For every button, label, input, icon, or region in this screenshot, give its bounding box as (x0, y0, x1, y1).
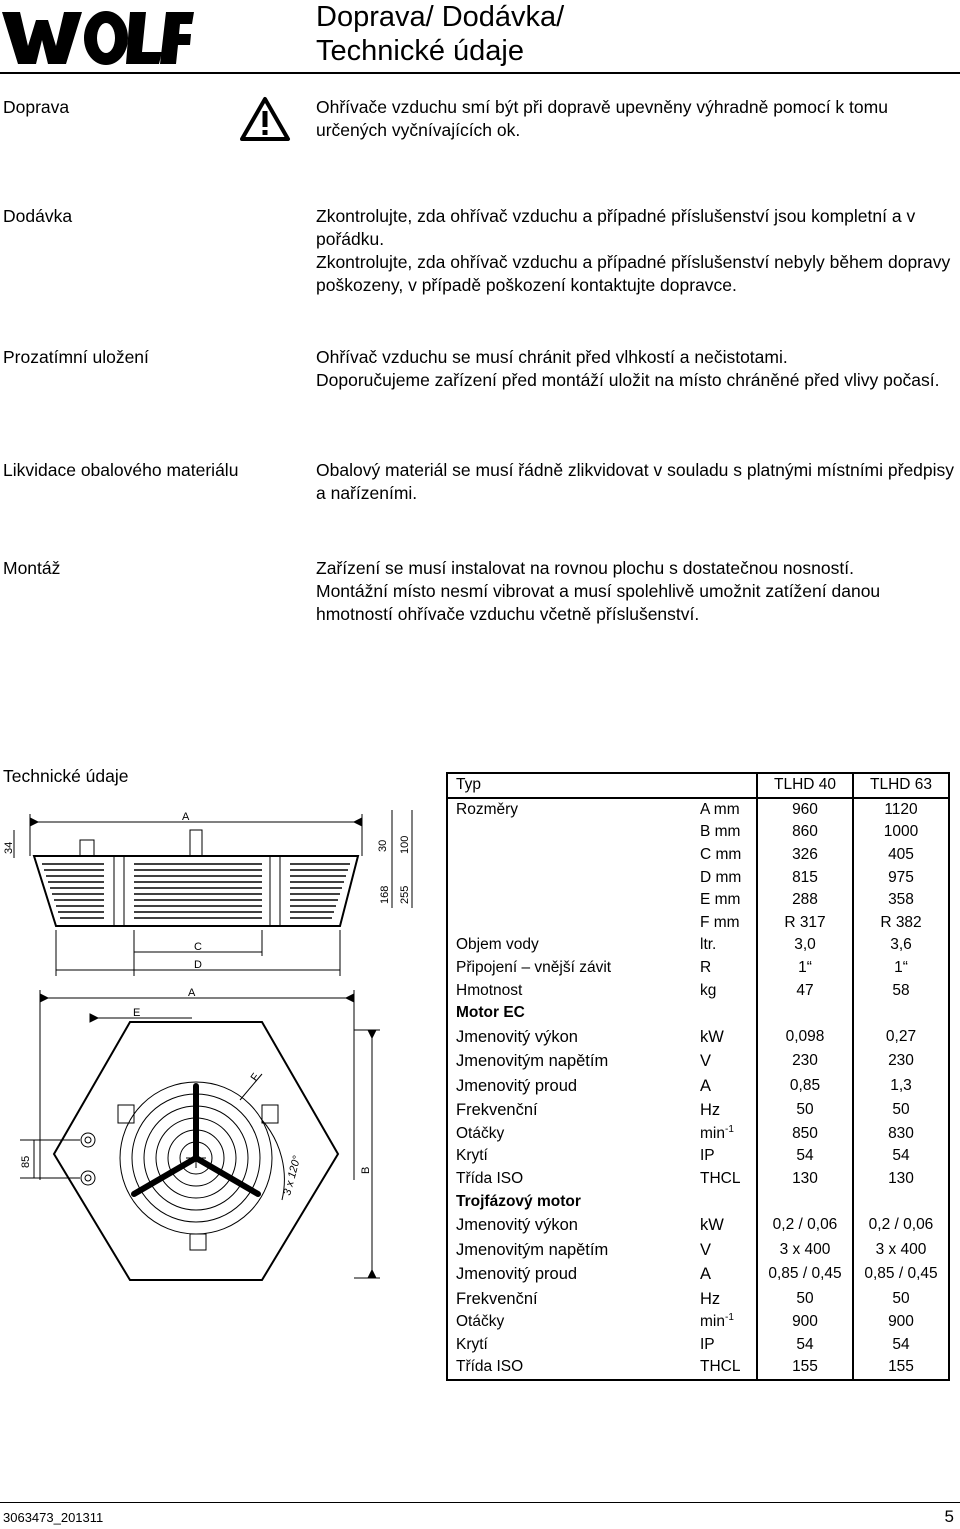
row-value-tlhd40-text: 130 (792, 1170, 818, 1188)
row-value-tlhd63 (853, 798, 949, 822)
row-unit (698, 1098, 757, 1123)
row-value-tlhd40-text: 860 (792, 823, 818, 841)
table-row (447, 1074, 949, 1099)
row-unit-text: Hz (700, 1101, 721, 1120)
row-value-tlhd40 (757, 866, 853, 889)
row-value-tlhd63-text: 50 (892, 1289, 910, 1307)
row-value-tlhd63 (853, 1123, 949, 1146)
table-row (447, 821, 949, 844)
row-label-text: Třída ISO (456, 1170, 524, 1188)
dim-label-85: 85 (20, 1155, 32, 1168)
top-view (20, 990, 380, 1280)
row-value-tlhd63-text: 1120 (884, 800, 918, 818)
section-label-prozatimni-ulozeni: Prozatímní uložení (3, 347, 149, 367)
row-value-tlhd40 (757, 1356, 853, 1380)
page-title-line1: Doprava/ Dodávka/ (316, 1, 565, 33)
row-value-tlhd40 (757, 934, 853, 957)
row-label-text: Jmenovitým napětím (456, 1240, 609, 1259)
row-label (447, 1145, 698, 1168)
row-unit-text: kW (700, 1027, 724, 1046)
paragraph-line: Zkontrolujte, zda ohřívač vzduchu a případné příslušenství jsou kompletní a v pořádku. (316, 206, 916, 249)
row-unit-text: R (700, 959, 712, 977)
row-value-tlhd40 (757, 1145, 853, 1168)
row-value-tlhd40 (757, 1190, 853, 1213)
table-row (447, 1237, 949, 1262)
table-row (447, 889, 949, 912)
row-value-tlhd63 (853, 844, 949, 867)
table-row (447, 1123, 949, 1146)
row-value-tlhd40 (757, 1286, 853, 1311)
row-label (447, 1002, 698, 1025)
row-value-tlhd63 (853, 1049, 949, 1074)
row-value-tlhd63-text: R 382 (880, 913, 922, 931)
row-unit-text: THCL (700, 1170, 741, 1188)
row-value-tlhd40 (757, 912, 853, 935)
row-unit (698, 979, 757, 1002)
footer-rule (0, 1502, 960, 1503)
row-label (447, 1025, 698, 1050)
dim-label-100: 100 (399, 835, 411, 854)
tech-data-title: Technické údaje (3, 766, 129, 786)
row-value-tlhd40-text: 1“ (798, 959, 812, 977)
row-value-tlhd40-text: 288 (792, 891, 818, 909)
row-label-text: Otáčky (456, 1313, 505, 1331)
row-value-tlhd40 (757, 1049, 853, 1074)
table-header-tlhd63: TLHD 63 (853, 773, 949, 798)
row-value-tlhd40-text: 0,85 (789, 1076, 821, 1094)
row-value-tlhd63 (853, 912, 949, 935)
row-label-text: Otáčky (456, 1124, 505, 1142)
row-label (447, 1168, 698, 1191)
row-value-tlhd63 (853, 1190, 949, 1213)
table-row (447, 1168, 949, 1191)
paragraph-line: Montážní místo nesmí vibrovat a musí spolehlivě umožnit zatížení danou hmotností ohřívače vzduchu včetně příslušenství. (316, 581, 881, 624)
row-unit (698, 1002, 757, 1025)
row-value-tlhd40-text: 960 (792, 800, 818, 818)
row-value-tlhd40 (757, 957, 853, 980)
row-unit (698, 957, 757, 980)
row-unit-text: B mm (700, 823, 741, 841)
section-label-likvidace: Likvidace obalového materiálu (3, 460, 239, 480)
row-value-tlhd63-text: 0,2 / 0,06 (868, 1216, 934, 1234)
section-label-doprava: Doprava (3, 97, 70, 117)
row-value-tlhd63-text: 3,6 (890, 936, 912, 954)
row-value-tlhd63 (853, 1145, 949, 1168)
row-value-tlhd63-text: 155 (888, 1358, 914, 1376)
section-text-likvidace (316, 459, 956, 505)
row-value-tlhd40-text: 0,85 / 0,45 (768, 1265, 842, 1283)
row-label-text: Jmenovitý výkon (456, 1216, 578, 1235)
row-value-tlhd63 (853, 1356, 949, 1380)
row-label (447, 844, 698, 867)
row-value-tlhd40-text: 50 (796, 1101, 814, 1119)
row-label (447, 1262, 698, 1287)
row-value-tlhd40 (757, 821, 853, 844)
row-unit (698, 1286, 757, 1311)
row-value-tlhd63-text: 975 (888, 868, 914, 886)
row-value-tlhd63 (853, 1098, 949, 1123)
table-row (447, 798, 949, 822)
row-unit (698, 821, 757, 844)
row-value-tlhd40-text: 230 (792, 1052, 818, 1070)
row-unit-text: kg (700, 981, 717, 999)
paragraph-line: Zařízení se musí instalovat na rovnou plochu s dostatečnou nosností. (316, 558, 854, 578)
table-row (447, 1098, 949, 1123)
row-unit-text: THCL (700, 1358, 741, 1376)
table-header-unit (698, 773, 757, 798)
paragraph-line: Doporučujeme zařízení před montáží uložit na místo chráněné před vlivy počasí. (316, 370, 940, 390)
row-unit-text: A mm (700, 800, 740, 818)
dim-label-a-top: A (182, 811, 190, 823)
row-unit-text: kW (700, 1216, 724, 1235)
table-row (447, 1213, 949, 1238)
table-row (447, 912, 949, 935)
row-value-tlhd63-text: 358 (888, 891, 914, 909)
table-row (447, 844, 949, 867)
row-unit-text: min (700, 1313, 725, 1331)
row-label-text: Jmenovitý výkon (456, 1027, 578, 1046)
row-value-tlhd63 (853, 1286, 949, 1311)
table-row (447, 1145, 949, 1168)
row-value-tlhd63 (853, 1213, 949, 1238)
row-value-tlhd40-text: 0,2 / 0,06 (772, 1216, 838, 1234)
row-label-text: Frekvenční (456, 1101, 538, 1120)
row-unit-text: D mm (700, 868, 742, 886)
table-row (447, 1286, 949, 1311)
row-value-tlhd40-text: 155 (792, 1358, 818, 1376)
dim-label-34: 34 (3, 841, 15, 854)
row-label (447, 957, 698, 980)
row-unit-text: IP (700, 1147, 715, 1165)
row-unit (698, 1168, 757, 1191)
row-unit (698, 1190, 757, 1213)
row-value-tlhd40-text: 0,098 (785, 1027, 825, 1045)
row-value-tlhd40 (757, 1098, 853, 1123)
row-value-tlhd63 (853, 1262, 949, 1287)
page-number: 5 (944, 1507, 954, 1526)
row-label (447, 1237, 698, 1262)
table-row (447, 1049, 949, 1074)
row-label-text: Jmenovitý proud (456, 1265, 578, 1284)
row-label-text: Trojfázový motor (456, 1192, 581, 1210)
row-value-tlhd40 (757, 1334, 853, 1357)
row-value-tlhd63-text: 50 (892, 1101, 910, 1119)
page-title (316, 0, 564, 68)
row-label (447, 866, 698, 889)
row-label (447, 1123, 698, 1146)
row-label-text: Krytí (456, 1335, 488, 1353)
row-label (447, 1049, 698, 1074)
section-text-montaz (316, 557, 956, 626)
side-view (14, 810, 412, 976)
row-value-tlhd63 (853, 934, 949, 957)
row-unit (698, 912, 757, 935)
technical-drawing (0, 800, 440, 1300)
row-value-tlhd63-text: 830 (888, 1124, 914, 1142)
row-unit (698, 1213, 757, 1238)
row-unit-text: ltr. (700, 936, 717, 954)
row-label (447, 979, 698, 1002)
header-rule (0, 72, 960, 74)
section-text-doprava (316, 96, 956, 142)
row-unit (698, 1123, 757, 1146)
row-value-tlhd63-text: 1“ (894, 959, 908, 977)
row-value-tlhd40 (757, 889, 853, 912)
row-label-text: Objem vody (456, 936, 539, 954)
row-unit (698, 798, 757, 822)
dim-label-c: C (194, 941, 202, 953)
row-value-tlhd40 (757, 1213, 853, 1238)
dim-label-30: 30 (377, 839, 389, 852)
row-label (447, 889, 698, 912)
row-value-tlhd40 (757, 1025, 853, 1050)
row-unit (698, 1311, 757, 1334)
row-value-tlhd63-text: 1,3 (890, 1076, 912, 1094)
row-value-tlhd63-text: 130 (888, 1170, 914, 1188)
section-text-dodavka (316, 205, 956, 297)
row-unit-text: C mm (700, 846, 742, 864)
row-value-tlhd40-text: 850 (792, 1124, 818, 1142)
dim-label-f: F (248, 1071, 263, 1084)
table-row (447, 1190, 949, 1213)
row-value-tlhd40 (757, 1237, 853, 1262)
row-unit-text: A (700, 1265, 712, 1284)
technical-data-table (446, 772, 950, 1381)
row-unit-text: min (700, 1124, 725, 1142)
paragraph-line: Ohřívač vzduchu se musí chránit před vlhkostí a nečistotami. (316, 347, 788, 367)
row-value-tlhd63-text: 900 (888, 1313, 914, 1331)
row-unit (698, 1074, 757, 1099)
row-value-tlhd63 (853, 866, 949, 889)
paragraph-line: Obalový materiál se musí řádně zlikvidovat v souladu s platnými místními předpisy a nařízeními. (316, 460, 955, 503)
section-label-montaz: Montáž (3, 558, 61, 578)
row-label-text: Třída ISO (456, 1358, 524, 1376)
row-value-tlhd40 (757, 1074, 853, 1099)
row-value-tlhd63 (853, 1025, 949, 1050)
table-row (447, 979, 949, 1002)
dim-label-b: B (360, 1166, 372, 1174)
row-value-tlhd63 (853, 1237, 949, 1262)
dim-label-e: E (133, 1007, 141, 1019)
document-number: 3063473_201311 (3, 1510, 104, 1525)
table-row (447, 1002, 949, 1025)
row-value-tlhd40-text: 900 (792, 1313, 818, 1331)
page-title-line2: Technické údaje (316, 35, 524, 67)
row-value-tlhd63 (853, 1311, 949, 1334)
row-value-tlhd40 (757, 979, 853, 1002)
row-value-tlhd63-text: 0,27 (885, 1027, 917, 1045)
row-unit (698, 844, 757, 867)
row-value-tlhd40 (757, 798, 853, 822)
row-label (447, 1098, 698, 1123)
row-label (447, 1213, 698, 1238)
row-value-tlhd63 (853, 979, 949, 1002)
row-unit (698, 866, 757, 889)
row-unit (698, 1049, 757, 1074)
row-unit-text: V (700, 1240, 712, 1259)
row-label-text: Frekvenční (456, 1289, 538, 1308)
table-row (447, 1356, 949, 1380)
wolf-logo (2, 8, 194, 68)
row-label-text: Jmenovitý proud (456, 1076, 578, 1095)
warning-icon (239, 96, 291, 142)
row-label (447, 1334, 698, 1357)
row-label (447, 934, 698, 957)
row-unit-text: V (700, 1052, 712, 1071)
row-label (447, 1311, 698, 1334)
row-value-tlhd63 (853, 1168, 949, 1191)
row-label-text: Jmenovitým napětím (456, 1052, 609, 1071)
row-unit-text: E mm (700, 891, 741, 909)
table-row (447, 1025, 949, 1050)
row-value-tlhd40-text: 815 (792, 868, 818, 886)
row-unit (698, 934, 757, 957)
row-label-text: Rozměry (456, 800, 519, 818)
row-value-tlhd63-text: 54 (892, 1335, 910, 1353)
row-unit (698, 1145, 757, 1168)
row-value-tlhd40-text: 3,0 (794, 936, 816, 954)
table-header-row (447, 773, 949, 798)
row-value-tlhd63-text: 3 x 400 (875, 1240, 927, 1258)
paragraph-line: Zkontrolujte, zda ohřívač vzduchu a případné příslušenství nebyly během dopravy poškozeny, v případě poškození kontaktujte dopravce. (316, 252, 951, 295)
row-label (447, 1286, 698, 1311)
table-header-tlhd40: TLHD 40 (757, 773, 853, 798)
row-label-text: Motor EC (456, 1004, 525, 1022)
row-value-tlhd63-text: 405 (888, 846, 914, 864)
row-value-tlhd40-text: 3 x 400 (779, 1240, 831, 1258)
row-label (447, 821, 698, 844)
row-value-tlhd40-text: 54 (796, 1335, 814, 1353)
table-row (447, 957, 949, 980)
row-unit (698, 1237, 757, 1262)
paragraph-line: Ohřívače vzduchu smí být při dopravě upevněny výhradně pomocí k tomu určených vyčnívajících ok. (316, 97, 888, 140)
row-label-text: Hmotnost (456, 981, 523, 999)
section-text-prozatimni-ulozeni (316, 346, 956, 392)
table-row (447, 1334, 949, 1357)
row-unit (698, 1334, 757, 1357)
row-value-tlhd63-text: 54 (892, 1147, 910, 1165)
row-unit-text: IP (700, 1335, 715, 1353)
row-value-tlhd40 (757, 1311, 853, 1334)
row-unit (698, 1025, 757, 1050)
table-row (447, 1262, 949, 1287)
row-value-tlhd63 (853, 957, 949, 980)
dim-label-a-mid: A (188, 987, 196, 999)
row-label (447, 1356, 698, 1380)
row-label (447, 912, 698, 935)
row-value-tlhd63-text: 58 (892, 981, 910, 999)
row-value-tlhd63 (853, 1002, 949, 1025)
row-value-tlhd40-text: 47 (796, 981, 814, 999)
row-value-tlhd40 (757, 1262, 853, 1287)
row-unit-text: F mm (700, 913, 740, 931)
section-label-dodavka: Dodávka (3, 206, 73, 226)
table-row (447, 1311, 949, 1334)
row-value-tlhd63 (853, 821, 949, 844)
row-value-tlhd40 (757, 1002, 853, 1025)
row-unit (698, 889, 757, 912)
row-label (447, 1074, 698, 1099)
row-unit (698, 1356, 757, 1380)
row-value-tlhd63 (853, 1074, 949, 1099)
table-header-typ: Typ (447, 773, 698, 798)
row-value-tlhd40-text: 326 (792, 846, 818, 864)
row-unit (698, 1262, 757, 1287)
row-value-tlhd63-text: 230 (888, 1052, 914, 1070)
row-label-text: Připojení – vnější závit (456, 959, 612, 977)
row-unit-text: A (700, 1076, 712, 1095)
row-unit-text: Hz (700, 1289, 721, 1308)
unit-superscript: -1 (724, 1123, 734, 1135)
row-value-tlhd40-text: 54 (796, 1147, 814, 1165)
row-value-tlhd40-text: 50 (796, 1289, 814, 1307)
dim-label-d: D (194, 959, 202, 971)
row-value-tlhd63 (853, 1334, 949, 1357)
table-row (447, 934, 949, 957)
row-value-tlhd40-text: R 317 (784, 913, 826, 931)
dim-label-255: 255 (399, 885, 411, 904)
row-value-tlhd40 (757, 844, 853, 867)
row-value-tlhd40 (757, 1123, 853, 1146)
unit-superscript: -1 (724, 1312, 734, 1324)
row-value-tlhd63-text: 1000 (883, 823, 919, 841)
row-label-text: Krytí (456, 1147, 488, 1165)
dim-label-angle: 3 x 120° (281, 1154, 304, 1197)
row-value-tlhd40 (757, 1168, 853, 1191)
row-label (447, 798, 698, 822)
row-value-tlhd63 (853, 889, 949, 912)
dim-label-168: 168 (379, 885, 391, 904)
row-value-tlhd63-text: 0,85 / 0,45 (864, 1265, 938, 1283)
row-label (447, 1190, 698, 1213)
table-row (447, 866, 949, 889)
